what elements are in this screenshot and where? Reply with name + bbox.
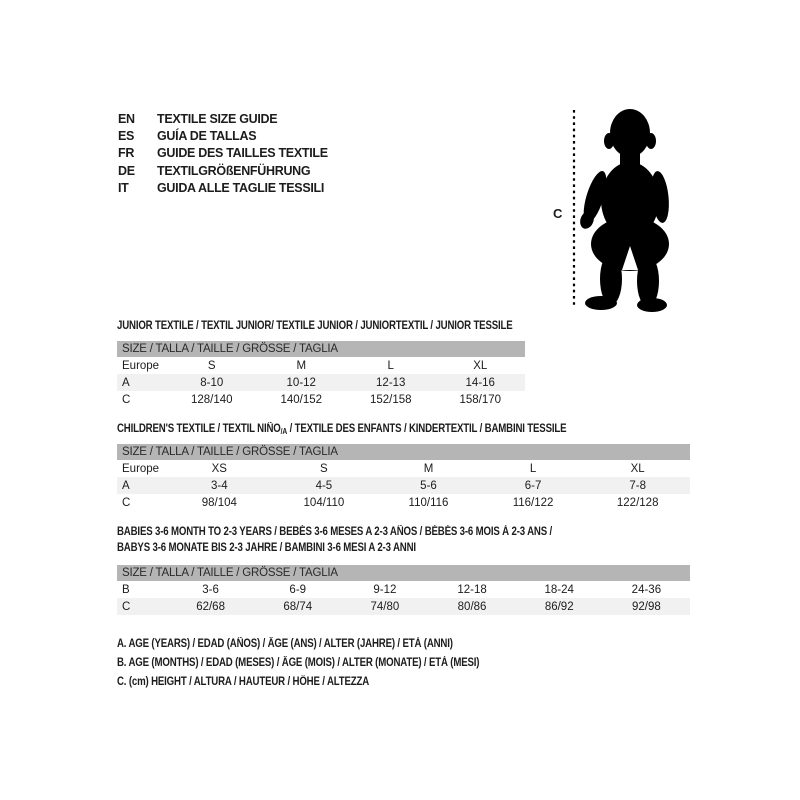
row-label: C [122,496,131,509]
language-row-es [118,128,328,145]
footnote-c [117,672,548,691]
language-label: GUIDA ALLE TAGLIE TESSILI [157,180,325,195]
junior-title-text: JUNIOR TEXTILE / TEXTIL JUNIOR/ TEXTILE JUNIOR / JUNIORTEXTIL / JUNIOR TESSILE [117,320,513,332]
size-cell: 9-12 [373,583,397,596]
size-cell: 10-12 [257,374,347,391]
language-label: GUÍA DE TALLAS [157,129,257,144]
size-cell: 18-24 [544,583,574,596]
table-row-a [117,477,690,494]
footnote-a-text: A. AGE (YEARS) / EDAD (AÑOS) / ÂGE (ANS) / ALTER (JAHRE) / ETÀ (ANNI) [117,638,453,650]
babies-size-table [117,565,690,615]
language-row-en [118,111,328,128]
language-code: DE [118,163,135,178]
size-cell: 6-7 [481,477,586,494]
language-label: TEXTILE SIZE GUIDE [157,112,278,126]
row-label: A [117,477,167,494]
babies-section [117,522,690,615]
row-label: C [122,393,131,406]
size-cell: 116/122 [512,496,554,509]
language-row-fr [118,145,328,162]
size-cell: 68/74 [254,598,341,615]
size-header-label: SIZE / TALLA / TAILLE / GRÖSSE / TAGLIA [117,341,525,357]
children-title-sub: /A [280,427,288,436]
footnote-b [117,653,548,672]
children-title-pre: CHILDREN'S TEXTILE / TEXTIL NIÑO [117,423,281,435]
language-code: ES [118,129,135,144]
size-cell: 80/86 [428,598,515,615]
children-size-table [117,444,690,511]
size-cell: 3-4 [167,477,272,494]
table-row-b [117,581,690,598]
language-label: GUIDE DES TAILLES TEXTILE [157,146,328,161]
junior-section-title [117,316,525,332]
children-title-text [117,423,566,436]
size-cell: 140/152 [280,393,323,406]
size-cell: 104/110 [303,496,345,509]
row-label: C [117,598,167,615]
size-cell: XL [473,359,488,372]
size-header-row [117,341,525,357]
table-row-europe [117,460,690,477]
size-cell: 7-8 [585,477,690,494]
size-cell: 6-9 [289,583,307,596]
row-label: Europe [122,359,160,372]
footnote-a [117,634,548,653]
size-cell: 92/98 [603,598,690,615]
size-cell: L [529,462,537,475]
babies-section-title-line1 [117,522,690,538]
language-code: IT [118,180,129,195]
row-label: Europe [122,462,160,475]
language-list [118,111,328,197]
size-header-label: SIZE / TALLA / TAILLE / GRÖSSE / TAGLIA [117,444,690,460]
size-cell: XL [630,462,645,475]
language-row-it [118,180,328,197]
size-cell: 8-10 [167,374,257,391]
size-cell: 24-36 [631,583,662,596]
toddler-silhouette-icon [548,98,698,316]
toddler-body [578,109,671,312]
size-cell: M [296,359,307,372]
children-section-title [117,419,690,436]
children-section [117,419,690,511]
size-cell: M [423,462,434,475]
footnote-b-text: B. AGE (MONTHS) / EDAD (MESES) / ÂGE (MOIS) / ALTER (MONATE) / ETÀ (MESI) [117,657,480,669]
footnote-c-text: C. (cm) HEIGHT / ALTURA / HAUTEUR / HÖHE / ALTEZZA [117,676,370,688]
language-code: EN [118,112,135,126]
junior-size-table [117,341,525,408]
size-cell: 158/170 [459,393,502,406]
children-title-post: / TEXTILE DES ENFANTS / KINDERTEXTIL / BAMBINI TESSILE [287,423,567,435]
babies-section-title-line2 [117,538,690,554]
babies-title-text-2: BABYS 3-6 MONATE BIS 2-3 JAHRE / BAMBINI 3-6 MESI A 2-3 ANNI [117,542,416,554]
table-row-c [117,494,690,511]
language-row-de [118,163,328,180]
junior-section [117,316,525,408]
height-figure [548,98,698,316]
size-cell: 5-6 [376,477,481,494]
size-cell: S [320,462,328,475]
size-cell: 98/104 [201,496,237,509]
size-cell: L [387,359,394,372]
size-cell: 62/68 [167,598,254,615]
size-cell: XS [211,462,227,475]
row-label: A [117,374,167,391]
size-cell: 128/140 [190,393,233,406]
size-cell: 152/158 [369,393,412,406]
table-row-europe [117,357,525,374]
size-cell: S [207,359,216,372]
size-header-row [117,444,690,460]
size-cell: 4-5 [272,477,377,494]
size-header-label: SIZE / TALLA / TAILLE / GRÖSSE / TAGLIA [117,565,690,581]
table-row-a [117,374,525,391]
size-cell: 110/116 [408,496,449,509]
table-row-c [117,598,690,615]
table-row-c [117,391,525,408]
row-label: B [122,583,130,596]
language-label: TEXTILGRÖßENFÜHRUNG [157,163,311,178]
size-cell: 14-16 [436,374,526,391]
size-cell: 12-13 [346,374,436,391]
language-code: FR [118,146,135,161]
size-cell: 122/128 [616,496,659,509]
size-cell: 74/80 [341,598,428,615]
size-cell: 86/92 [516,598,603,615]
footnote-legend [117,634,548,691]
size-header-row [117,565,690,581]
figure-dimension-label: C [553,206,563,221]
babies-title-text-1: BABIES 3-6 MONTH TO 2-3 YEARS / BEBÉS 3-6 MESES A 2-3 AÑOS / BÉBÉS 3-6 MOIS À 2-3 ANS / [117,526,553,538]
size-cell: 12-18 [457,583,487,596]
size-cell: 3-6 [202,583,219,596]
